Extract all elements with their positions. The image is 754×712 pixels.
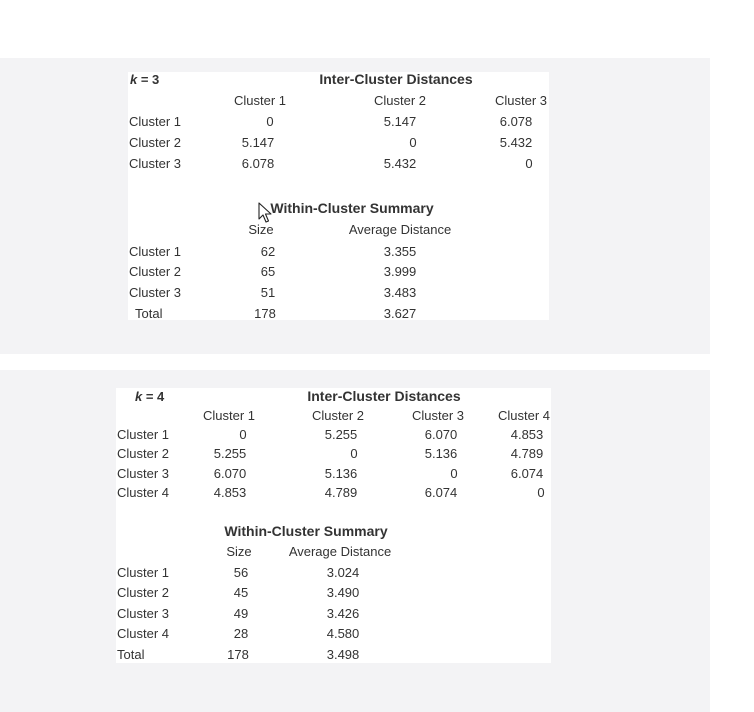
k4-inter-header: Cluster 3 xyxy=(411,408,465,423)
k4-inter-cell: 4.789 xyxy=(510,446,544,461)
k4-inter-cell: 6.074 xyxy=(424,485,458,500)
k3-inter-cell: 5.147 xyxy=(383,114,417,129)
k4-within-size: 28 xyxy=(233,626,249,641)
k3-within-size: 62 xyxy=(260,244,276,259)
k3-within-row-label: Cluster 2 xyxy=(129,264,182,279)
k4-within-avg: 3.498 xyxy=(326,647,360,662)
k3-inter-cell: 5.432 xyxy=(383,156,417,171)
k4-within-header: Size xyxy=(226,544,252,559)
k4-inter-cell: 5.136 xyxy=(324,466,358,481)
k4-inter-cell: 0 xyxy=(450,466,458,481)
k3-inter-title: Inter-Cluster Distances xyxy=(319,71,473,87)
k3-inter-row-label: Cluster 3 xyxy=(129,156,182,171)
k4-inter-cell: 0 xyxy=(239,427,247,442)
k3-inter-cell: 6.078 xyxy=(241,156,275,171)
k4-inter-title: Inter-Cluster Distances xyxy=(307,388,461,404)
k3-inter-cell: 5.432 xyxy=(499,135,533,150)
k4-inter-row-label: Cluster 4 xyxy=(117,485,170,500)
k3-inter-cell: 5.147 xyxy=(241,135,275,150)
k4-within-total-label: Total xyxy=(117,647,145,662)
k4-inter-header: Cluster 4 xyxy=(497,408,551,423)
k4-within-size: 45 xyxy=(233,585,249,600)
k3-inter-row-label: Cluster 2 xyxy=(129,135,182,150)
k4-inter-cell: 0 xyxy=(537,485,545,500)
k3-inter-cell: 0 xyxy=(266,114,274,129)
k3-results-sheet xyxy=(128,72,549,320)
k3-within-title: Within-Cluster Summary xyxy=(270,200,434,216)
k4-results-sheet xyxy=(116,388,551,663)
k4-within-header: Average Distance xyxy=(288,544,392,559)
k3-inter-cell: 0 xyxy=(409,135,417,150)
k4-within-size: 49 xyxy=(233,606,249,621)
k3-within-avg: 3.999 xyxy=(383,264,417,279)
k4-within-avg: 3.490 xyxy=(326,585,360,600)
k4-results-panel xyxy=(0,370,710,712)
k3-label: k = 3 xyxy=(130,72,160,87)
k4-inter-header: Cluster 1 xyxy=(202,408,256,423)
k3-results-panel xyxy=(0,58,710,354)
k4-inter-cell: 5.136 xyxy=(424,446,458,461)
k3-inter-row-label: Cluster 1 xyxy=(129,114,182,129)
k4-within-title: Within-Cluster Summary xyxy=(224,523,388,539)
k4-inter-row-label: Cluster 1 xyxy=(117,427,170,442)
k4-within-size: 56 xyxy=(233,565,249,580)
k4-inter-cell: 6.070 xyxy=(213,466,247,481)
k3-within-header: Average Distance xyxy=(348,222,452,237)
k4-inter-cell: 4.853 xyxy=(510,427,544,442)
k4-within-row-label: Cluster 2 xyxy=(117,585,170,600)
k4-label: k = 4 xyxy=(135,389,165,404)
k3-inter-cell: 6.078 xyxy=(499,114,533,129)
k3-within-total-label: Total xyxy=(135,306,163,321)
k4-within-size: 178 xyxy=(227,647,249,662)
k4-within-avg: 3.426 xyxy=(326,606,360,621)
k4-within-row-label: Cluster 1 xyxy=(117,565,170,580)
k3-within-size: 178 xyxy=(254,306,276,321)
k3-within-avg: 3.355 xyxy=(383,244,417,259)
k4-within-avg: 4.580 xyxy=(326,626,360,641)
k3-within-row-label: Cluster 3 xyxy=(129,285,182,300)
k3-within-avg: 3.483 xyxy=(383,285,417,300)
k3-within-avg: 3.627 xyxy=(383,306,417,321)
k4-inter-row-label: Cluster 2 xyxy=(117,446,170,461)
k3-inter-cell: 0 xyxy=(525,156,533,171)
k3-within-size: 51 xyxy=(260,285,276,300)
k4-inter-row-label: Cluster 3 xyxy=(117,466,170,481)
k4-inter-cell: 6.074 xyxy=(510,466,544,481)
k4-inter-cell: 6.070 xyxy=(424,427,458,442)
k3-within-size: 65 xyxy=(260,264,276,279)
k3-inter-header: Cluster 1 xyxy=(233,93,287,108)
k3-within-row-label: Cluster 1 xyxy=(129,244,182,259)
k4-inter-header: Cluster 2 xyxy=(311,408,365,423)
k3-within-header: Size xyxy=(248,222,274,237)
k3-inter-header: Cluster 2 xyxy=(373,93,427,108)
k4-within-row-label: Cluster 3 xyxy=(117,606,170,621)
mouse-pointer-icon xyxy=(258,202,274,224)
k4-within-row-label: Cluster 4 xyxy=(117,626,170,641)
k4-inter-cell: 5.255 xyxy=(324,427,358,442)
k4-inter-cell: 0 xyxy=(350,446,358,461)
k4-inter-cell: 4.789 xyxy=(324,485,358,500)
k4-within-avg: 3.024 xyxy=(326,565,360,580)
k4-inter-cell: 4.853 xyxy=(213,485,247,500)
k3-inter-header: Cluster 3 xyxy=(494,93,548,108)
k4-inter-cell: 5.255 xyxy=(213,446,247,461)
